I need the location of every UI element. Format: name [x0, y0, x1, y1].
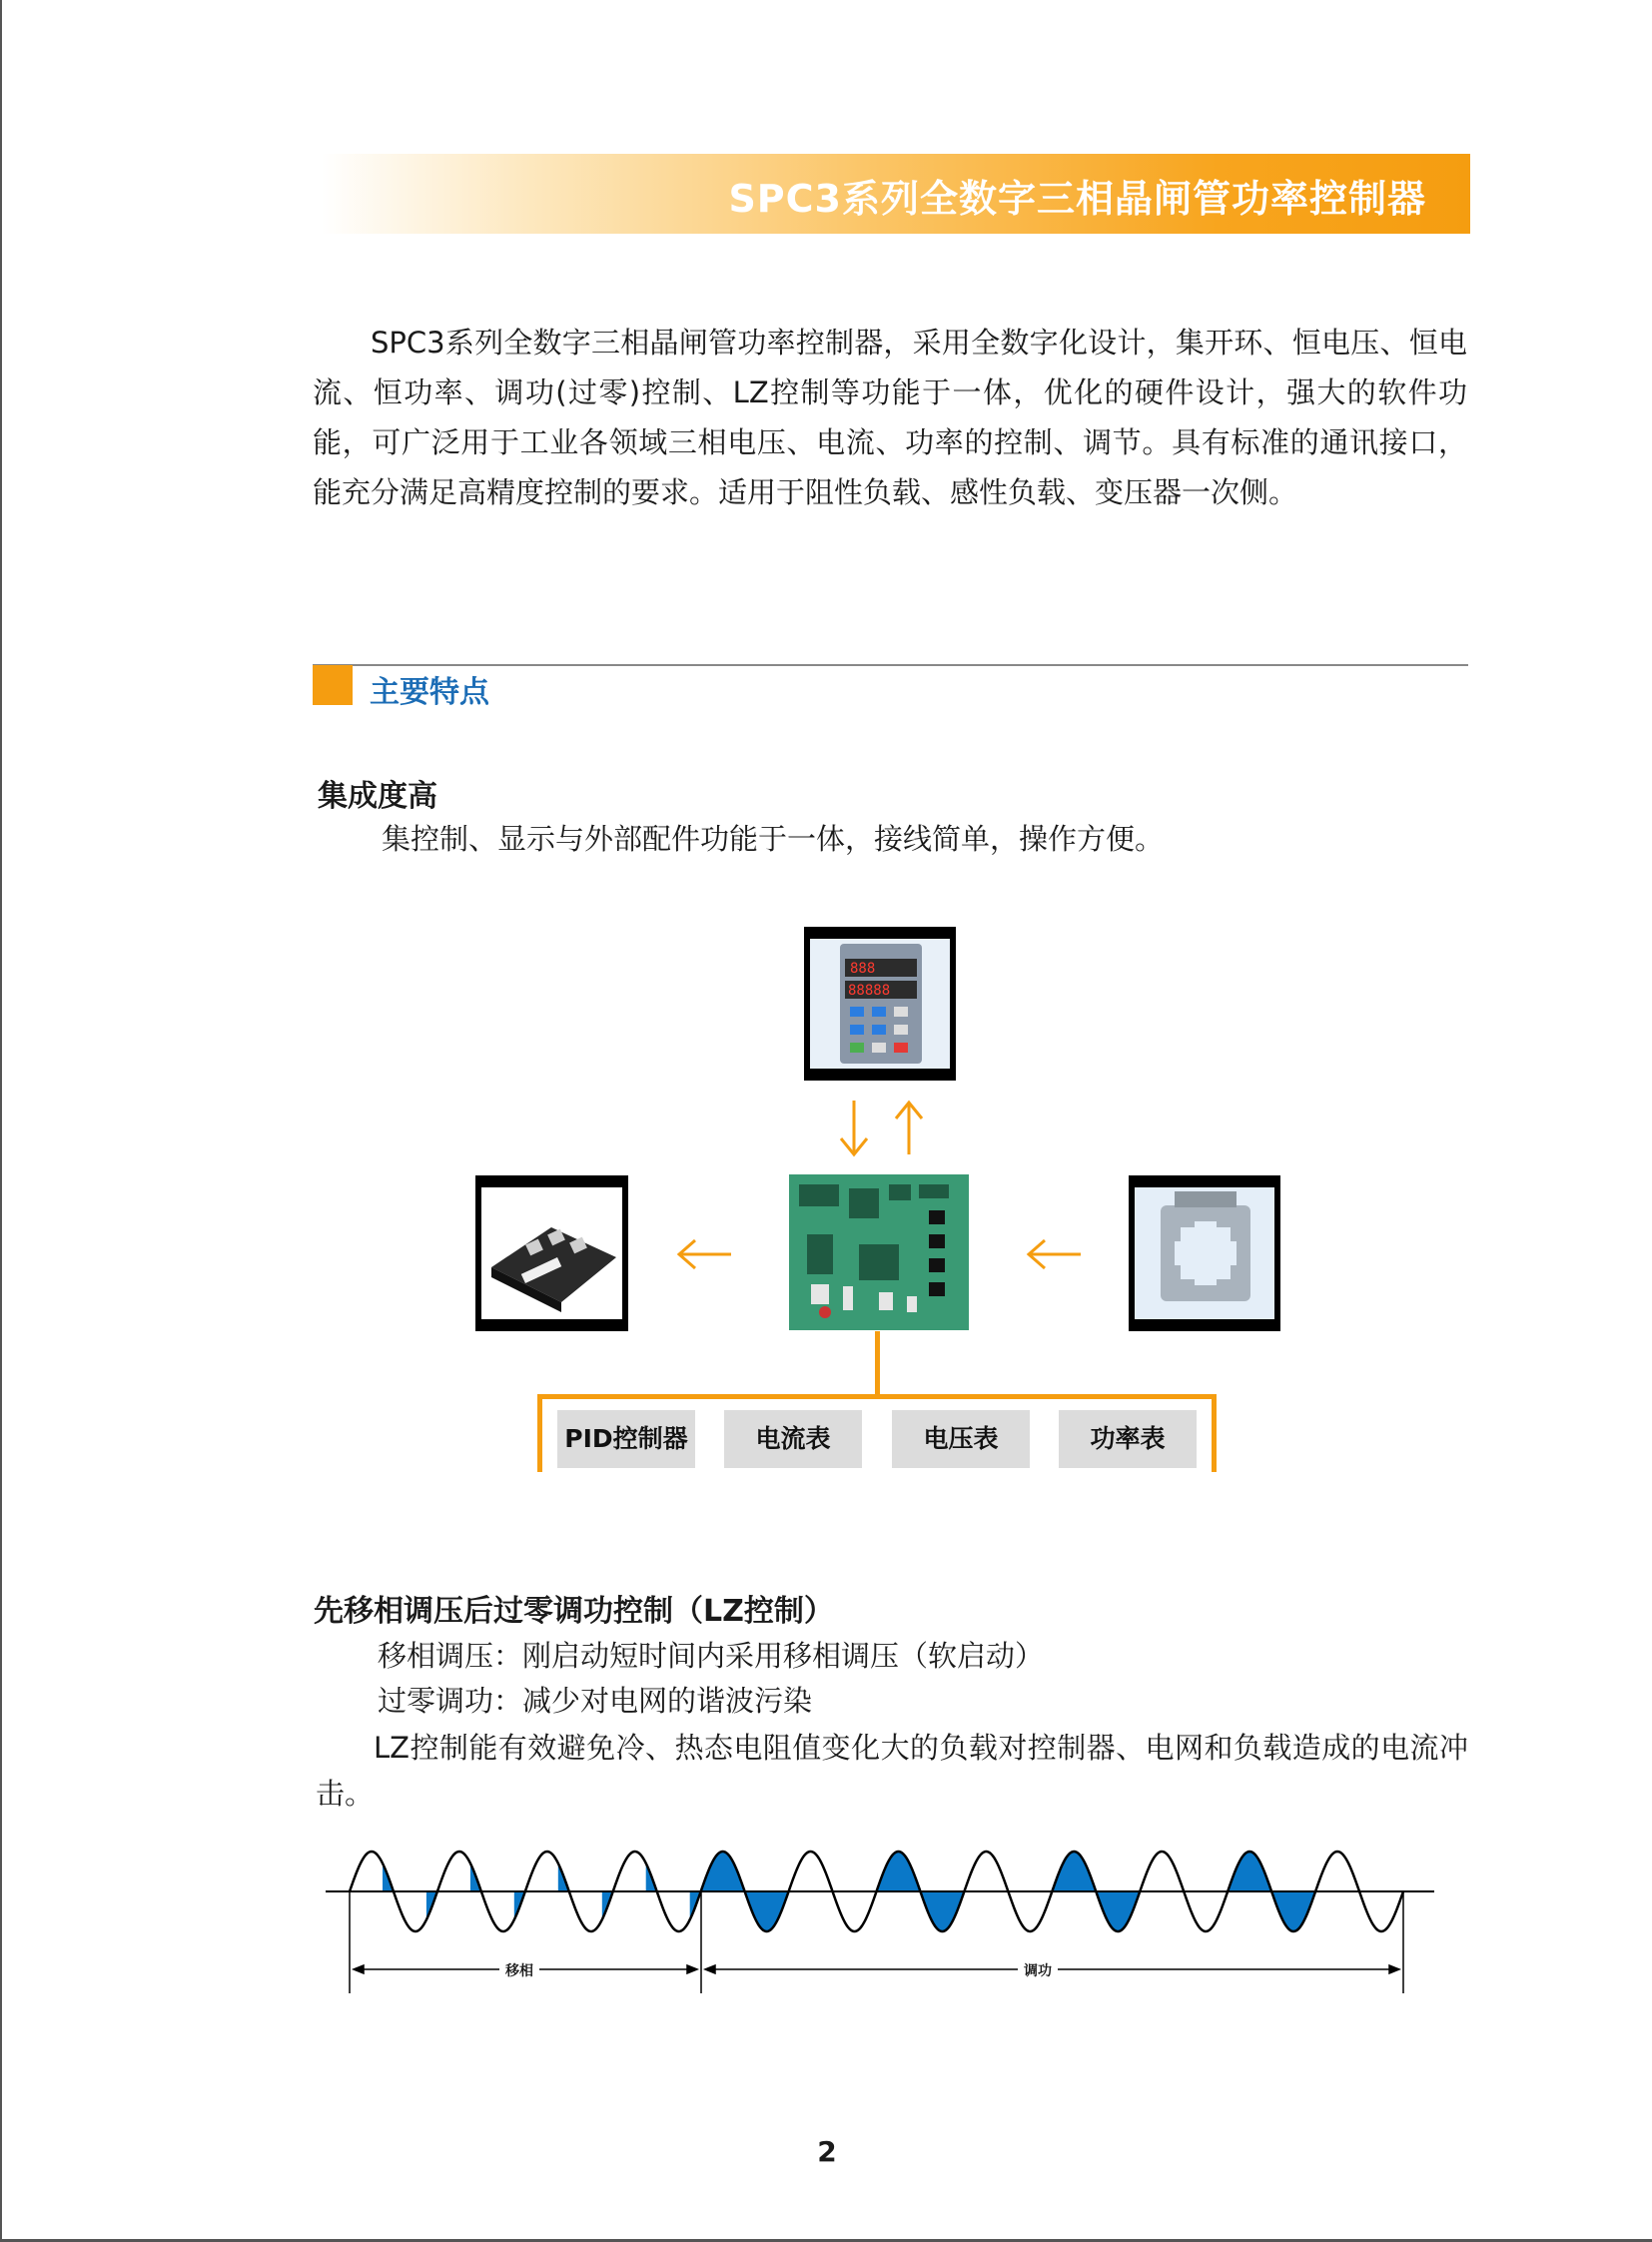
- connector-left-leg: [537, 1394, 542, 1472]
- connector-vertical: [875, 1331, 880, 1397]
- box-voltmeter: 电压表: [892, 1410, 1030, 1468]
- current-transformer-photo: [1129, 1175, 1280, 1331]
- section-divider: [313, 664, 1468, 666]
- operation-panel-photo: [804, 927, 956, 1081]
- thyristor-module-image: [481, 1187, 622, 1319]
- control-board-image: [789, 1174, 969, 1330]
- thyristor-module-photo: [475, 1175, 628, 1331]
- lz-paragraph: LZ控制能有效避免冷、热态电阻值变化大的负载对控制器、电网和负载造成的电流冲击。: [316, 1731, 1468, 1811]
- page-border-left: [0, 0, 2, 2242]
- page-number: 2: [817, 2135, 837, 2168]
- box-ammeter: 电流表: [724, 1410, 862, 1468]
- connector-right-leg: [1212, 1394, 1217, 1472]
- title-banner: [322, 154, 1470, 234]
- bidirectional-arrows-icon: [829, 1099, 939, 1158]
- section-heading: 主要特点: [370, 675, 489, 710]
- panel-display-bottom: 88888: [848, 983, 891, 999]
- connector-horizontal: [537, 1394, 1217, 1399]
- lz-line-zero-crossing: 过零调功：减少对电网的谐波污染: [378, 1684, 813, 1718]
- arrow-left-icon-2: [1025, 1236, 1085, 1272]
- panel-display-top: 888: [850, 961, 876, 977]
- box-power-meter: 功率表: [1059, 1410, 1197, 1468]
- page-title: SPC3系列全数字三相晶闸管功率控制器: [728, 177, 1426, 221]
- integration-title: 集成度高: [318, 779, 437, 814]
- control-board-photo: [789, 1174, 969, 1330]
- current-transformer-image: [1135, 1187, 1274, 1319]
- lz-waveform-diagram: [326, 1838, 1438, 2007]
- lz-line-phase-shift: 移相调压：刚启动短时间内采用移相调压（软启动）: [378, 1639, 1045, 1673]
- section-marker: [313, 665, 353, 705]
- lz-title: 先移相调压后过零调功控制（LZ控制）: [314, 1594, 834, 1629]
- waveform-label-phase-shift: 移相: [499, 1960, 539, 1980]
- arrow-left-icon: [675, 1236, 735, 1272]
- keypad-image: [810, 939, 950, 1069]
- keypad-buttons: [850, 1007, 908, 1053]
- intro-paragraph: SPC3系列全数字三相晶闸管功率控制器，采用全数字化设计，集开环、恒电压、恒电流、恒功率、调功(过零)控制、LZ控制等功能于一体，优化的硬件设计，强大的软件功能，可广泛用于工业各领域三相电压、电流、功率的控制、调节。具有标准的通讯接口，能充分满足高精度控制的要求。适用于阻性负载、感性负载、变压器一次侧。: [313, 326, 1467, 509]
- waveform-label-cycle-control: 调功: [1018, 1960, 1058, 1980]
- integration-text: 集控制、显示与外部配件功能于一体，接线简单，操作方便。: [382, 822, 1165, 856]
- box-pid-controller: PID控制器: [557, 1410, 695, 1468]
